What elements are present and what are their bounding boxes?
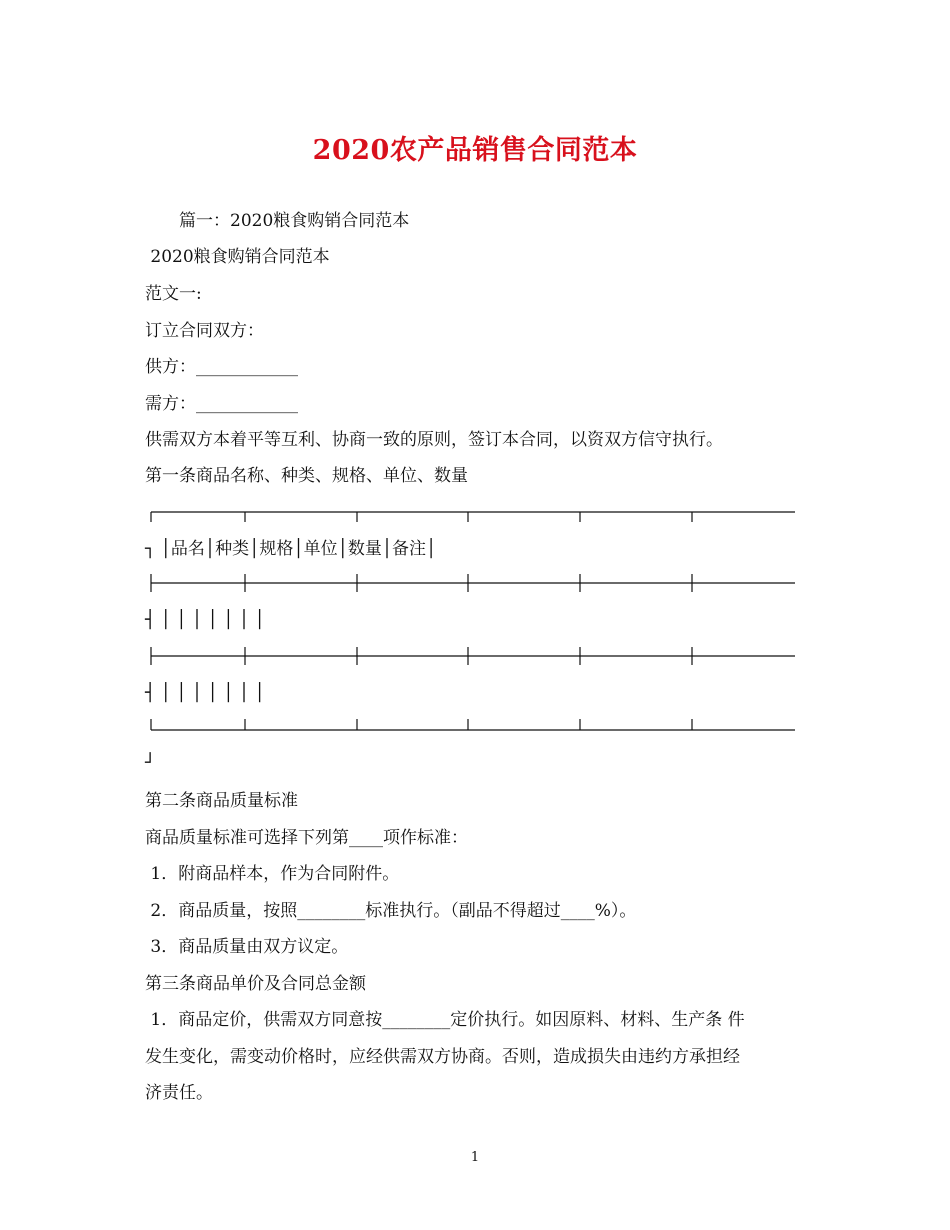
page-number: 1 bbox=[470, 1150, 480, 1165]
buyer-field: 需方：____________ bbox=[145, 394, 298, 414]
table-mid-rule bbox=[150, 572, 795, 594]
clause-heading: 第三条商品单价及合同总金额 bbox=[145, 974, 366, 994]
paragraph: 范文一: bbox=[145, 284, 202, 304]
supplier-field: 供方：____________ bbox=[145, 357, 298, 377]
clause-heading: 第一条商品名称、种类、规格、单位、数量 bbox=[145, 466, 468, 486]
subheading: 2020粮食购销合同范本 bbox=[145, 247, 330, 267]
paragraph: 商品质量标准可选择下列第____项作标准： bbox=[145, 828, 468, 848]
list-item: 2．商品质量，按照________标准执行。（副品不得超过____%）。 bbox=[145, 901, 637, 921]
table-header-row: ┐ │品名│种类│规格│单位│数量│备注│ bbox=[145, 539, 437, 559]
table-row: ┤ │ │ │ │ │ │ │ bbox=[145, 610, 265, 630]
list-item: 1．附商品样本，作为合同附件。 bbox=[145, 864, 400, 884]
list-item: 1．商品定价，供需双方同意按________定价执行。如因原料、材料、生产条 件 bbox=[145, 1010, 745, 1030]
table-closing-mark: ┘ bbox=[145, 753, 156, 773]
paragraph: 供需双方本着平等互利、协商一致的原则，签订本合同，以资双方信守执行。 bbox=[145, 430, 723, 450]
table-top-rule bbox=[150, 502, 795, 524]
table-row: ┤ │ │ │ │ │ │ │ bbox=[145, 683, 265, 703]
paragraph: 发生变化，需变动价格时，应经供需双方协商。否则，造成损失由违约方承担经 bbox=[145, 1047, 740, 1067]
table-mid-rule bbox=[150, 645, 795, 667]
paragraph: 订立合同双方： bbox=[145, 321, 264, 341]
section-heading: 篇一：2020粮食购销合同范本 bbox=[145, 211, 410, 231]
paragraph: 济责任。 bbox=[145, 1083, 213, 1103]
table-bottom-rule bbox=[150, 717, 795, 739]
clause-heading: 第二条商品质量标准 bbox=[145, 791, 298, 811]
document-title: 2020农产品销售合同范本 bbox=[312, 135, 638, 166]
list-item: 3．商品质量由双方议定。 bbox=[145, 937, 349, 957]
